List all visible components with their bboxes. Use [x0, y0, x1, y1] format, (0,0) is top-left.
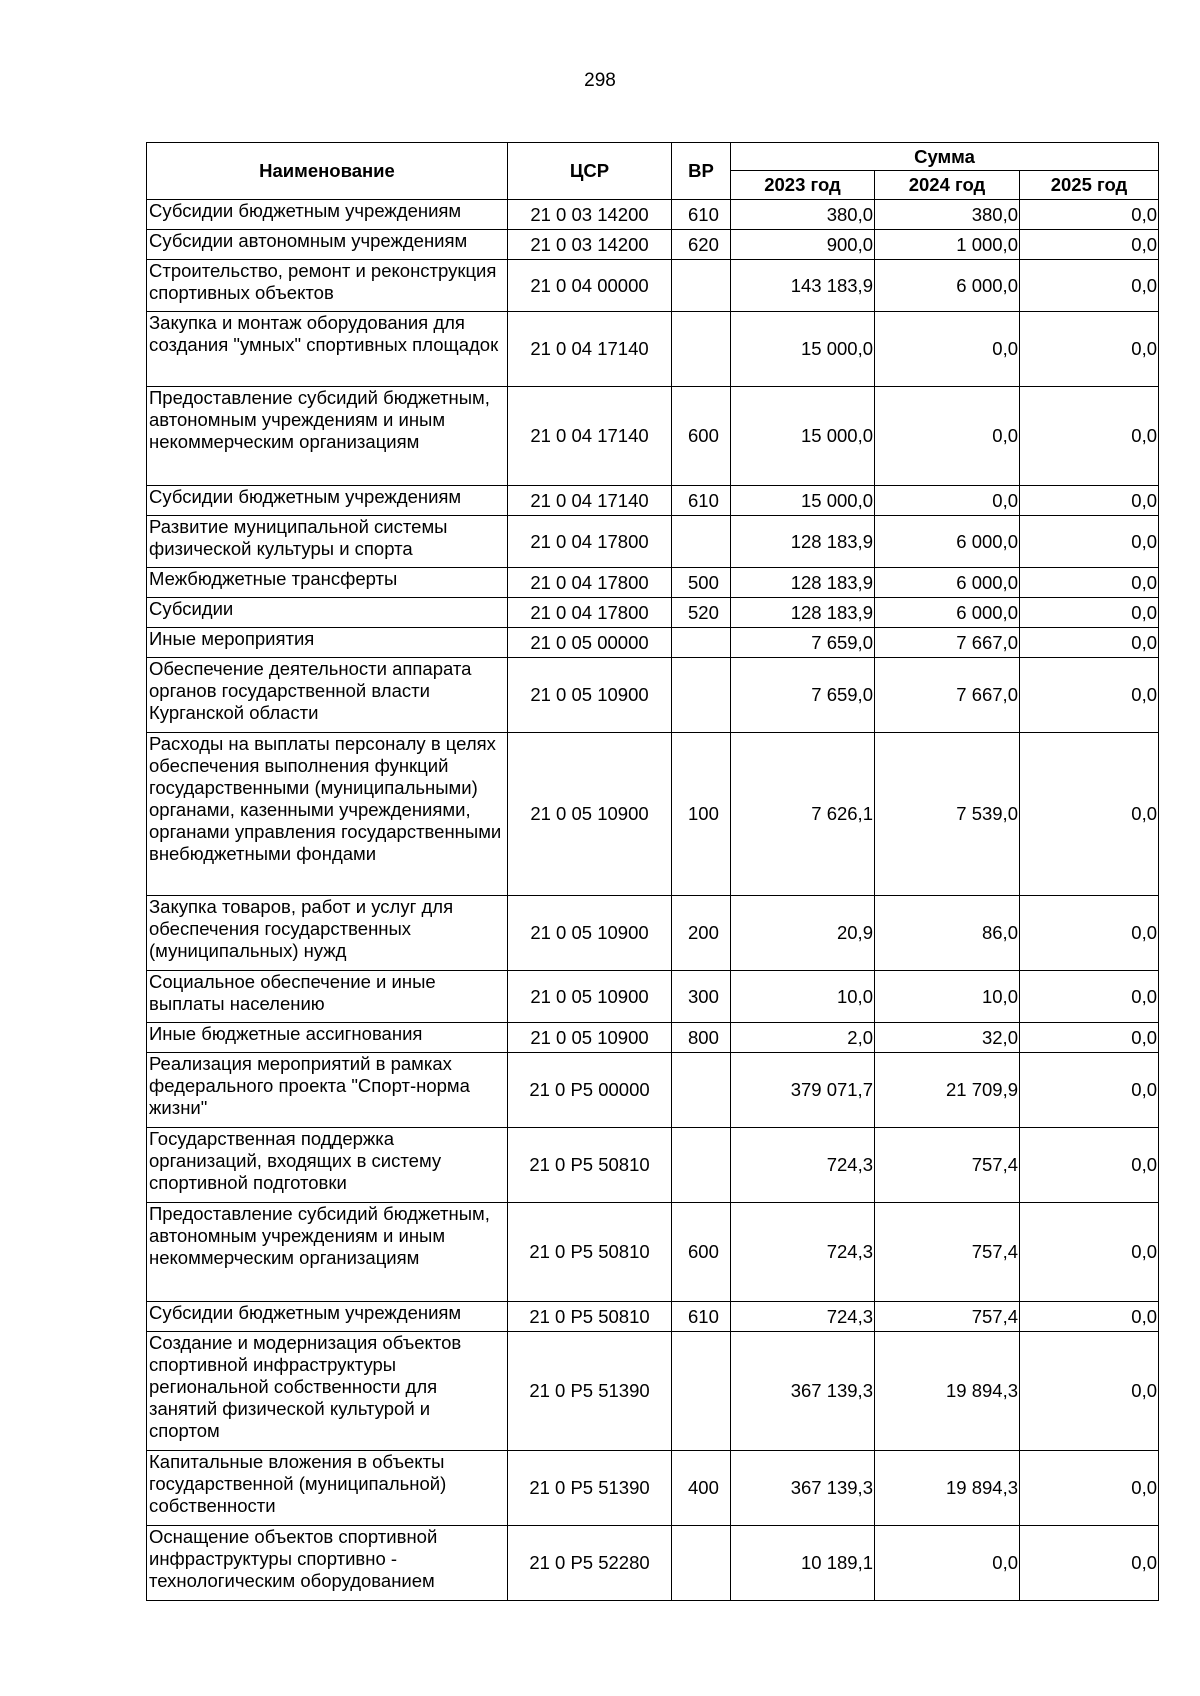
row-csr: 21 0 P5 51390 [508, 1332, 672, 1451]
row-vr: 800 [672, 1023, 731, 1053]
row-name: Обеспечение деятельности аппарата органов государственной власти Курганской области [147, 658, 508, 733]
row-sum-2024: 7 539,0 [875, 733, 1020, 896]
row-csr: 21 0 04 00000 [508, 260, 672, 312]
row-sum-2023: 367 139,3 [731, 1332, 875, 1451]
row-sum-2025: 0,0 [1020, 733, 1159, 896]
row-vr: 200 [672, 896, 731, 971]
row-name: Капитальные вложения в объекты государственной (муниципальной) собственности [147, 1451, 508, 1526]
row-sum-2023: 128 183,9 [731, 516, 875, 568]
row-vr: 610 [672, 486, 731, 516]
row-sum-2023: 128 183,9 [731, 598, 875, 628]
row-sum-2025: 0,0 [1020, 628, 1159, 658]
row-sum-2024: 19 894,3 [875, 1332, 1020, 1451]
row-csr: 21 0 04 17140 [508, 486, 672, 516]
row-sum-2025: 0,0 [1020, 387, 1159, 486]
row-sum-2024: 19 894,3 [875, 1451, 1020, 1526]
row-sum-2023: 143 183,9 [731, 260, 875, 312]
row-vr: 600 [672, 387, 731, 486]
row-sum-2023: 724,3 [731, 1203, 875, 1302]
row-sum-2023: 380,0 [731, 200, 875, 230]
row-name: Закупка и монтаж оборудования для создания "умных" спортивных площадок [147, 312, 508, 387]
row-sum-2023: 10,0 [731, 971, 875, 1023]
row-name: Строительство, ремонт и реконструкция спортивных объектов [147, 260, 508, 312]
row-sum-2024: 7 667,0 [875, 658, 1020, 733]
row-vr [672, 1128, 731, 1203]
row-sum-2025: 0,0 [1020, 260, 1159, 312]
header-vr: ВР [672, 143, 731, 200]
row-vr [672, 260, 731, 312]
row-sum-2025: 0,0 [1020, 516, 1159, 568]
row-name: Иные бюджетные ассигнования [147, 1023, 508, 1053]
row-name: Закупка товаров, работ и услуг для обеспечения государственных (муниципальных) нужд [147, 896, 508, 971]
row-sum-2024: 21 709,9 [875, 1053, 1020, 1128]
row-csr: 21 0 03 14200 [508, 200, 672, 230]
page-number: 298 [584, 70, 616, 91]
table-row [147, 1203, 1159, 1302]
row-sum-2024: 6 000,0 [875, 568, 1020, 598]
row-vr [672, 1526, 731, 1601]
row-sum-2024: 6 000,0 [875, 516, 1020, 568]
table-row [147, 598, 1159, 628]
table-row [147, 1526, 1159, 1601]
table-row [147, 312, 1159, 387]
row-sum-2024: 6 000,0 [875, 260, 1020, 312]
row-sum-2023: 15 000,0 [731, 387, 875, 486]
row-sum-2025: 0,0 [1020, 486, 1159, 516]
table-row [147, 1128, 1159, 1203]
table-row [147, 1451, 1159, 1526]
row-name: Расходы на выплаты персоналу в целях обеспечения выполнения функций государственными (муниципальными) органами, казенными учреждениями, органами управления государственными внебюджетными фондами [147, 733, 508, 896]
row-sum-2023: 128 183,9 [731, 568, 875, 598]
row-name: Субсидии бюджетным учреждениям [147, 486, 508, 516]
row-sum-2025: 0,0 [1020, 1526, 1159, 1601]
row-sum-2023: 367 139,3 [731, 1451, 875, 1526]
table-row [147, 230, 1159, 260]
row-sum-2024: 10,0 [875, 971, 1020, 1023]
row-sum-2023: 7 659,0 [731, 658, 875, 733]
row-sum-2025: 0,0 [1020, 598, 1159, 628]
row-csr: 21 0 P5 51390 [508, 1451, 672, 1526]
table-row [147, 733, 1159, 896]
row-name: Межбюджетные трансферты [147, 568, 508, 598]
row-name: Реализация мероприятий в рамках федерального проекта "Спорт-норма жизни" [147, 1053, 508, 1128]
header-year-2024: 2024 год [875, 171, 1020, 200]
row-sum-2025: 0,0 [1020, 1023, 1159, 1053]
row-name: Субсидии бюджетным учреждениям [147, 200, 508, 230]
row-csr: 21 0 P5 50810 [508, 1203, 672, 1302]
row-vr: 610 [672, 1302, 731, 1332]
row-vr [672, 312, 731, 387]
row-sum-2024: 7 667,0 [875, 628, 1020, 658]
row-sum-2024: 32,0 [875, 1023, 1020, 1053]
row-sum-2023: 900,0 [731, 230, 875, 260]
row-csr: 21 0 04 17800 [508, 568, 672, 598]
budget-table [146, 142, 1159, 1601]
table-row [147, 387, 1159, 486]
table-row [147, 896, 1159, 971]
row-csr: 21 0 05 10900 [508, 896, 672, 971]
row-sum-2025: 0,0 [1020, 312, 1159, 387]
row-csr: 21 0 04 17140 [508, 387, 672, 486]
row-csr: 21 0 04 17800 [508, 516, 672, 568]
header-csr: ЦСР [508, 143, 672, 200]
row-csr: 21 0 P5 50810 [508, 1302, 672, 1332]
row-sum-2025: 0,0 [1020, 896, 1159, 971]
row-name: Предоставление субсидий бюджетным, автономным учреждениям и иным некоммерческим организациям [147, 1203, 508, 1302]
row-sum-2025: 0,0 [1020, 971, 1159, 1023]
row-sum-2024: 0,0 [875, 387, 1020, 486]
table-row [147, 658, 1159, 733]
row-sum-2023: 7 659,0 [731, 628, 875, 658]
row-vr: 620 [672, 230, 731, 260]
row-sum-2023: 2,0 [731, 1023, 875, 1053]
row-vr [672, 1332, 731, 1451]
header-sum: Сумма [731, 143, 1159, 171]
row-sum-2024: 6 000,0 [875, 598, 1020, 628]
row-name: Субсидии бюджетным учреждениям [147, 1302, 508, 1332]
row-csr: 21 0 05 10900 [508, 733, 672, 896]
table-row [147, 260, 1159, 312]
row-name: Оснащение объектов спортивной инфраструктуры спортивно - технологическим оборудованием [147, 1526, 508, 1601]
row-sum-2024: 757,4 [875, 1203, 1020, 1302]
table-body [147, 200, 1159, 1601]
row-sum-2025: 0,0 [1020, 1203, 1159, 1302]
row-sum-2023: 724,3 [731, 1302, 875, 1332]
row-name: Социальное обеспечение и иные выплаты населению [147, 971, 508, 1023]
row-csr: 21 0 03 14200 [508, 230, 672, 260]
row-csr: 21 0 P5 50810 [508, 1128, 672, 1203]
row-csr: 21 0 04 17140 [508, 312, 672, 387]
row-sum-2025: 0,0 [1020, 568, 1159, 598]
row-vr: 600 [672, 1203, 731, 1302]
row-vr: 400 [672, 1451, 731, 1526]
row-name: Предоставление субсидий бюджетным, автономным учреждениям и иным некоммерческим организациям [147, 387, 508, 486]
table-row [147, 1302, 1159, 1332]
row-vr [672, 516, 731, 568]
table-row [147, 1023, 1159, 1053]
table-row [147, 568, 1159, 598]
row-csr: 21 0 05 10900 [508, 1023, 672, 1053]
row-vr [672, 628, 731, 658]
row-vr: 100 [672, 733, 731, 896]
row-sum-2024: 380,0 [875, 200, 1020, 230]
table-row [147, 516, 1159, 568]
row-vr [672, 1053, 731, 1128]
row-sum-2024: 757,4 [875, 1302, 1020, 1332]
row-sum-2023: 15 000,0 [731, 312, 875, 387]
table-row [147, 971, 1159, 1023]
row-name: Субсидии автономным учреждениям [147, 230, 508, 260]
row-vr: 300 [672, 971, 731, 1023]
row-vr: 520 [672, 598, 731, 628]
row-sum-2024: 0,0 [875, 1526, 1020, 1601]
row-sum-2023: 20,9 [731, 896, 875, 971]
row-sum-2023: 15 000,0 [731, 486, 875, 516]
row-sum-2024: 0,0 [875, 486, 1020, 516]
row-sum-2025: 0,0 [1020, 200, 1159, 230]
row-vr [672, 658, 731, 733]
row-sum-2023: 379 071,7 [731, 1053, 875, 1128]
header-name: Наименование [147, 143, 508, 200]
table-row [147, 628, 1159, 658]
table-row [147, 1332, 1159, 1451]
row-sum-2024: 86,0 [875, 896, 1020, 971]
table-row [147, 200, 1159, 230]
row-sum-2025: 0,0 [1020, 230, 1159, 260]
row-name: Создание и модернизация объектов спортивной инфраструктуры региональной собственности для занятий физической культурой и спортом [147, 1332, 508, 1451]
header-year-2025: 2025 год [1020, 171, 1159, 200]
row-sum-2025: 0,0 [1020, 1302, 1159, 1332]
row-name: Государственная поддержка организаций, входящих в систему спортивной подготовки [147, 1128, 508, 1203]
row-sum-2025: 0,0 [1020, 1128, 1159, 1203]
row-name: Субсидии [147, 598, 508, 628]
row-vr: 500 [672, 568, 731, 598]
row-name: Развитие муниципальной системы физической культуры и спорта [147, 516, 508, 568]
row-name: Иные мероприятия [147, 628, 508, 658]
row-sum-2023: 724,3 [731, 1128, 875, 1203]
row-sum-2024: 0,0 [875, 312, 1020, 387]
row-sum-2025: 0,0 [1020, 1451, 1159, 1526]
row-sum-2023: 10 189,1 [731, 1526, 875, 1601]
row-sum-2025: 0,0 [1020, 1053, 1159, 1128]
row-sum-2025: 0,0 [1020, 1332, 1159, 1451]
row-sum-2024: 757,4 [875, 1128, 1020, 1203]
table-row [147, 486, 1159, 516]
row-vr: 610 [672, 200, 731, 230]
row-csr: 21 0 05 10900 [508, 971, 672, 1023]
header-year-2023: 2023 год [731, 171, 875, 200]
row-sum-2023: 7 626,1 [731, 733, 875, 896]
row-csr: 21 0 P5 52280 [508, 1526, 672, 1601]
table-row [147, 1053, 1159, 1128]
row-csr: 21 0 04 17800 [508, 598, 672, 628]
row-csr: 21 0 05 00000 [508, 628, 672, 658]
row-csr: 21 0 P5 00000 [508, 1053, 672, 1128]
row-sum-2025: 0,0 [1020, 658, 1159, 733]
table-header [147, 143, 1159, 200]
row-sum-2024: 1 000,0 [875, 230, 1020, 260]
row-csr: 21 0 05 10900 [508, 658, 672, 733]
